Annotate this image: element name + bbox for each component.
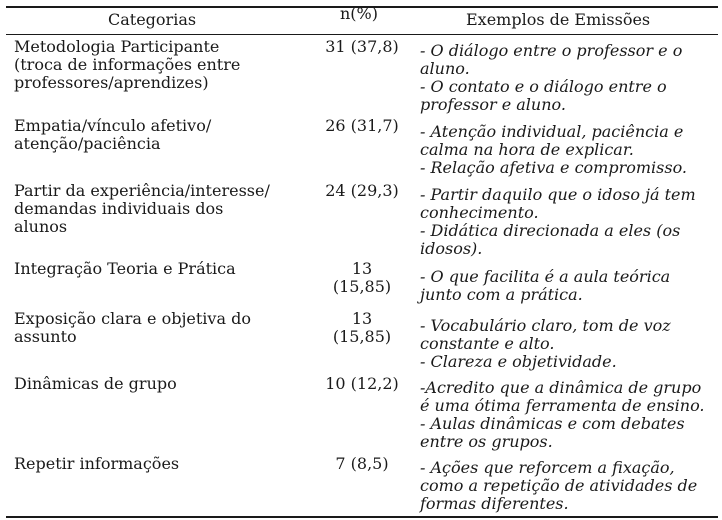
examples-cell	[420, 123, 708, 177]
category-line: professores/aprendizes)	[14, 73, 209, 92]
table-bottom-rule	[6, 516, 718, 518]
count-cell	[318, 117, 406, 135]
category-cell	[14, 117, 314, 153]
count-value: 7 (8,5)	[335, 454, 389, 473]
category-line: Repetir informações	[14, 454, 180, 473]
example-line: professor e aluno.	[420, 95, 566, 114]
category-cell	[14, 38, 314, 92]
count-percent: (15,85)	[332, 277, 392, 296]
category-line: Metodologia Participante	[14, 37, 220, 56]
header-exemplos: Exemplos de Emissões	[466, 10, 651, 29]
count-value: 24 (29,3)	[325, 181, 399, 200]
example-line: conhecimento.	[420, 203, 539, 222]
example-line: - O contato e o diálogo entre o	[420, 77, 667, 96]
examples-cell	[420, 42, 708, 114]
count-value: 13	[351, 259, 373, 278]
examples-cell	[420, 186, 708, 258]
category-line: alunos	[14, 217, 68, 236]
category-line: Partir da experiência/interesse/	[14, 181, 270, 200]
example-line: - Ações que reforcem a fixação,	[420, 458, 675, 477]
example-line: aluno.	[420, 59, 470, 78]
count-cell	[318, 38, 406, 56]
category-cell	[14, 260, 314, 278]
category-cell	[14, 182, 314, 236]
count-percent: (15,85)	[332, 327, 392, 346]
example-line: - Atenção individual, paciência e	[420, 122, 684, 141]
category-line: (troca de informações entre	[14, 55, 241, 74]
count-cell	[318, 455, 406, 473]
example-line: - Vocabulário claro, tom de voz	[420, 316, 671, 335]
example-line: - Clareza e objetividade.	[420, 352, 617, 371]
count-value: 31 (37,8)	[325, 37, 399, 56]
example-line: idosos).	[420, 239, 483, 258]
category-line: Integração Teoria e Prática	[14, 259, 236, 278]
example-line: - O que facilita é a aula teórica	[420, 267, 671, 286]
example-line: entre os grupos.	[420, 432, 553, 451]
category-cell	[14, 455, 314, 473]
count-cell	[318, 182, 406, 200]
examples-cell	[420, 459, 708, 513]
header-categorias: Categorias	[108, 10, 197, 29]
example-line: - Partir daquilo que o idoso já tem	[420, 185, 696, 204]
example-line: - O diálogo entre o professor e o	[420, 41, 683, 60]
examples-cell	[420, 379, 708, 451]
header-n-percent: n(%)	[340, 4, 378, 23]
category-line: Exposição clara e objetiva do	[14, 309, 251, 328]
example-line: junto com a prática.	[420, 285, 583, 304]
example-line: como a repetição de atividades de	[420, 476, 698, 495]
count-value: 13	[351, 309, 373, 328]
count-value: 26 (31,7)	[325, 116, 399, 135]
example-line: - Aulas dinâmicas e com debates	[420, 414, 685, 433]
category-cell	[14, 375, 314, 393]
category-line: atenção/paciência	[14, 134, 161, 153]
example-line: -Acredito que a dinâmica de grupo	[420, 378, 702, 397]
examples-cell	[420, 268, 708, 304]
example-line: - Didática direcionada a eles (os	[420, 221, 681, 240]
examples-cell	[420, 317, 708, 371]
example-line: é uma ótima ferramenta de ensino.	[420, 396, 705, 415]
count-cell	[318, 310, 406, 346]
count-cell	[318, 260, 406, 296]
category-line: assunto	[14, 327, 77, 346]
table-header-rule	[6, 34, 718, 35]
example-line: - Relação afetiva e compromisso.	[420, 158, 688, 177]
example-line: constante e alto.	[420, 334, 555, 353]
category-cell	[14, 310, 314, 346]
example-line: calma na hora de explicar.	[420, 140, 634, 159]
count-cell	[318, 375, 406, 393]
category-line: Dinâmicas de grupo	[14, 374, 177, 393]
example-line: formas diferentes.	[420, 494, 569, 513]
category-line: demandas individuais dos	[14, 199, 224, 218]
category-line: Empatia/vínculo afetivo/	[14, 116, 212, 135]
count-value: 10 (12,2)	[325, 374, 399, 393]
